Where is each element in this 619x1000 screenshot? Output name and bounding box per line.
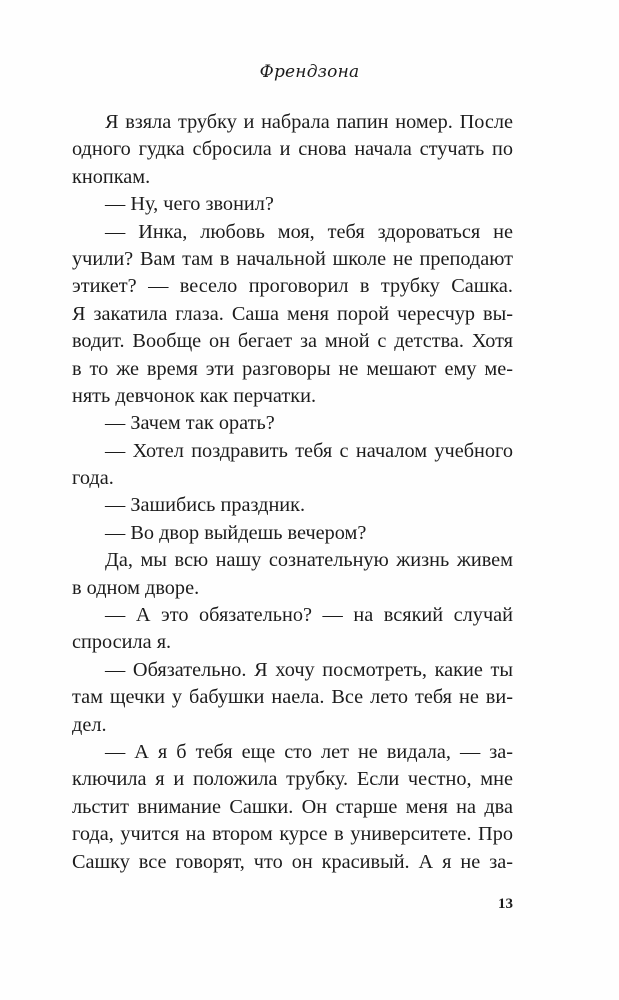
text-line: дел.: [72, 713, 107, 736]
text-line: кнопкам.: [72, 165, 151, 188]
page-number: 13: [498, 896, 513, 912]
text-line: спросила я.: [72, 631, 172, 654]
text-line: — Ну, чего звонил?: [105, 193, 274, 216]
text-line: — Зашибись праздник.: [105, 494, 306, 517]
text-line: — А я б тебя еще сто лет не видала, — за-: [105, 740, 513, 763]
text-line: в одном дворе.: [72, 576, 200, 599]
text-line: — Обязательно. Я хочу посмотреть, какие ты: [105, 658, 513, 681]
text-line: — А это обязательно? — на всякий случай: [105, 604, 513, 627]
text-line: там щечки у бабушки наела. Все лето тебя не ви-: [72, 686, 513, 709]
text-line: нять девчонок как перчатки.: [72, 384, 317, 407]
text-line: Да, мы всю нашу сознательную жизнь живем: [105, 549, 513, 572]
text-line: учили? Вам там в начальной школе не преподают: [72, 247, 513, 270]
text-line: Я закатила глаза. Саша меня порой чересчур вы-: [72, 302, 513, 325]
text-line: — Хотел поздравить тебя с началом учебного: [105, 439, 513, 462]
text-line: одного гудка сбросила и снова начала стучать по: [72, 138, 513, 161]
text-line: Сашку все говорят, что он красивый. А я не за-: [72, 850, 513, 873]
text-line: года.: [72, 467, 114, 490]
text-line: этикет? — весело проговорил в трубку Сашка.: [72, 275, 513, 298]
body-text: [72, 109, 513, 876]
text-line: водит. Вообще он бегает за мной с детства. Хотя: [72, 330, 513, 353]
text-line: — Во двор выйдешь вечером?: [105, 521, 367, 544]
running-head: Френдзона: [259, 62, 360, 82]
text-line: года, учится на втором курсе в университете. Про: [72, 823, 513, 846]
text-line: в то же время эти разговоры не мешают ему ме-: [72, 357, 513, 380]
text-line: Я взяла трубку и набрала папин номер. После: [105, 111, 513, 133]
text-line: льстит внимание Сашки. Он старше меня на два: [72, 795, 513, 818]
text-line: ключила я и положила трубку. Если честно, мне: [72, 768, 513, 791]
text-line: — Инка, любовь моя, тебя здороваться не: [105, 220, 513, 243]
text-line: — Зачем так орать?: [105, 412, 275, 435]
